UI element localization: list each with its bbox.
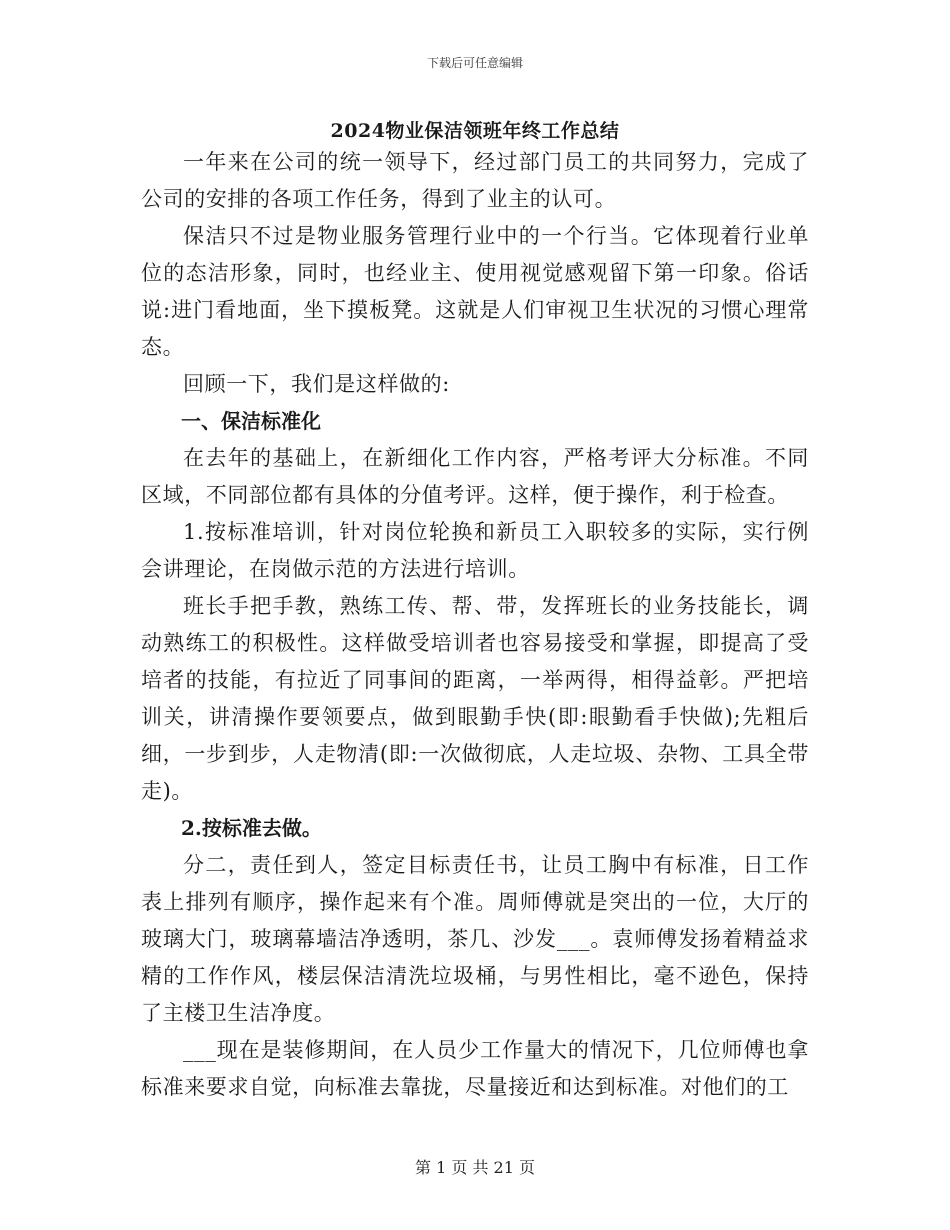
- paragraph: ___现在是装修期间，在人员少工作量大的情况下，几位师傅也拿标准来要求自觉，向标准去靠拢，尽量接近和达到标准。对他们的工: [141, 1038, 809, 1099]
- paragraph: 在去年的基础上，在新细化工作内容，严格考评大分标准。不同区域，不同部位都有具体的分值考评。这样，便于操作，利于检查。: [141, 446, 809, 507]
- paragraph: 分二，责任到人，签定目标责任书，让员工胸中有标准，日工作表上排列有顺序，操作起来有个准。周师傅就是突出的一位，大厅的玻璃大门，玻璃幕墙洁净透明，茶几、沙发___。袁师傅发扬着精益求精的工作作风，楼层保洁清洗垃圾桶，与男性相比，毫不逊色，保持了主楼卫生洁净度。: [141, 853, 809, 1025]
- document-body: [141, 144, 809, 1106]
- paragraph: 回顾一下，我们是这样做的:: [183, 372, 450, 396]
- section-heading: 一、保洁标准化: [181, 409, 321, 433]
- document-title: 2024物业保洁领班年终工作总结: [330, 120, 620, 142]
- page-number: 第 1 页 共 21 页: [415, 1158, 535, 1177]
- header-note: 下载后可任意编辑: [426, 56, 523, 70]
- paragraph: 班长手把手教，熟练工传、帮、带，发挥班长的业务技能长，调动熟练工的积极性。这样做受培训者也容易接受和掌握，即提高了受培者的技能，有拉近了同事间的距离，一举两得，相得益彰。严把培训关，讲清操作要领要点，做到眼勤手快(即:眼勤看手快做);先粗后细，一步到步，人走物清(即:一次做彻底，人走垃圾、杂物、工具全带走)。: [141, 594, 809, 803]
- paragraph: 保洁只不过是物业服务管理行业中的一个行当。它体现着行业单位的态洁形象，同时，也经业主、使用视觉感观留下第一印象。俗话说:进门看地面，坐下摸板凳。这就是人们审视卫生状况的习惯心理常态。: [141, 224, 809, 359]
- paragraph: 1.按标准培训，针对岗位轮换和新员工入职较多的实际，实行例会讲理论，在岗做示范的方法进行培训。: [141, 520, 809, 581]
- section-heading: 2.按标准去做。: [181, 816, 322, 840]
- paragraph: 一年来在公司的统一领导下，经过部门员工的共同努力，完成了公司的安排的各项工作任务，得到了业主的认可。: [141, 150, 809, 211]
